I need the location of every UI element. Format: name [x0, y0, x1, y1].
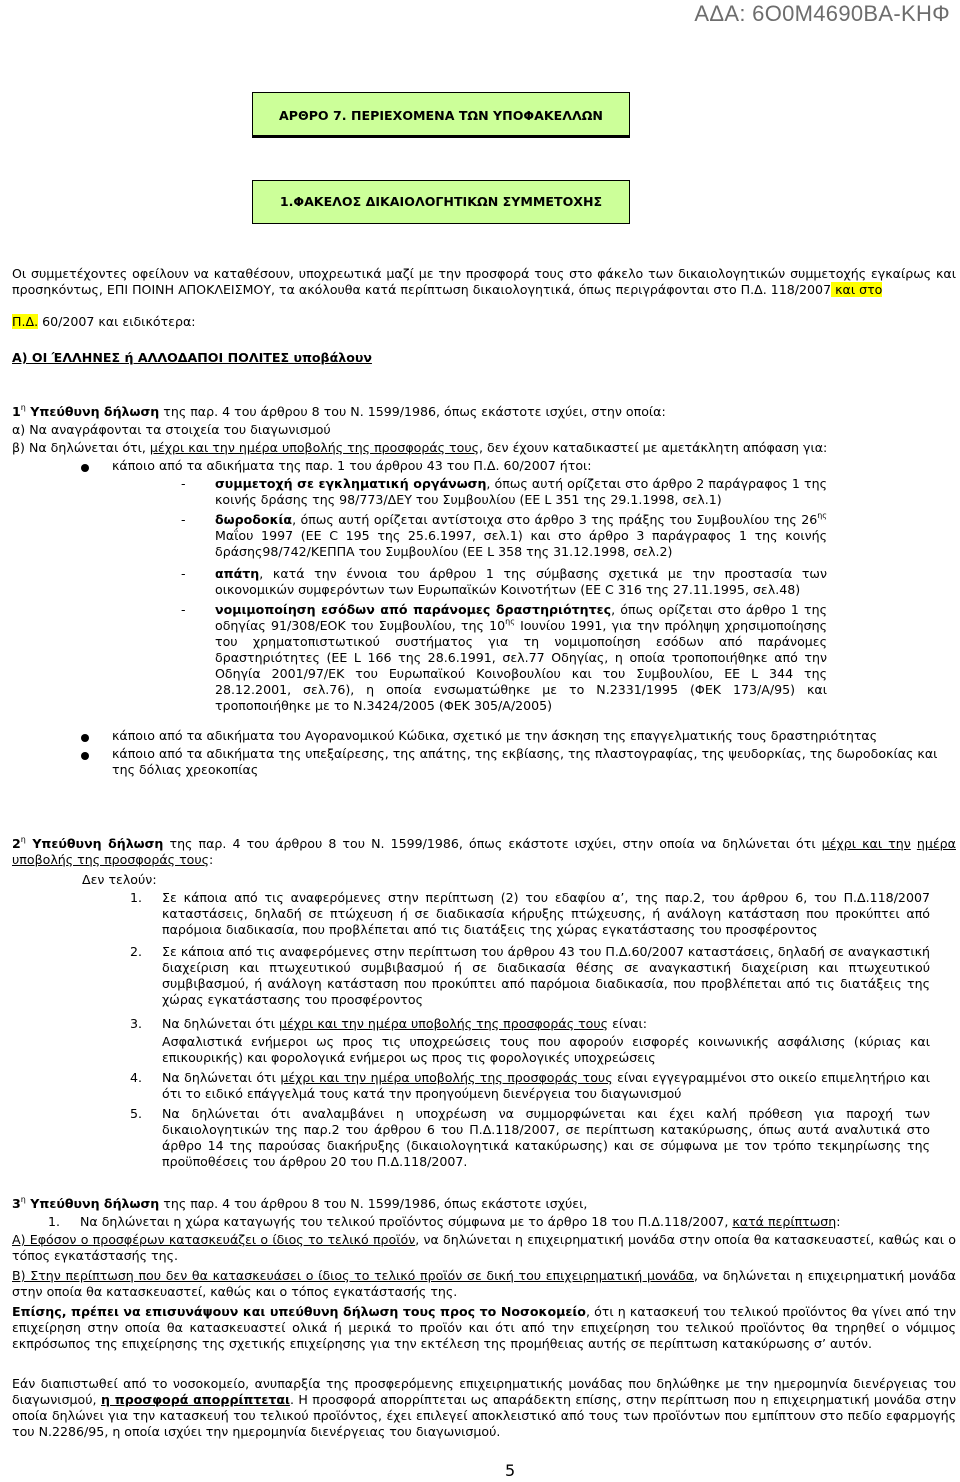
decl3-e-bold: Επίσης, πρέπει να επισυνάψουν και υπεύθυνη δήλωση τους προς το Νοσοκομείο [12, 1304, 586, 1319]
decl2-item4-num: 4. [130, 1070, 143, 1085]
dash-icon: - [181, 512, 186, 527]
decl1-b-underlined: μέχρι και την ημέρα υποβολής της προσφοράς τους [149, 440, 480, 455]
decl3-b [12, 1268, 956, 1300]
decl2-item4 [162, 1070, 930, 1102]
decl3-f-pre: Εάν διαπιστωθεί από το νοσοκομείο, ανυπαρξία της προσφερόμενης επιχειρηματικής μονάδας που δηλώθηκε με την ημερομηνία διενέργειας του διαγωνισμού, [12, 1376, 956, 1407]
decl2-item1: Σε κάποια από τις αναφερόμενες στην περίπτωση (2) του εδαφίου α’, της παρ.2, του άρθρου 6, του Π.Δ.118/2007 καταστάσεις, δηλαδή σε πτώχευση ή σε διαδικασία κήρυξης πτώχευσης, ή ανάλογη κατάσταση που προκύπτει από παρόμοια διαδικασία, που προβλέπεται από τις διατάξεις της χώρας εγκατάστασης του προσφέροντος [162, 890, 930, 937]
decl1-bullet1: κάποιο από τα αδικήματα της παρ. 1 του άρθρου 43 του Π.Δ. 60/2007 ήτοι: [112, 458, 592, 473]
sub3-text: , κατά την έννοια του άρθρου 1 της σύμβασης σχετικά με την προστασία των οικονομικών συμφερόντων των Ευρωπαϊκών Κοινοτήτων (ΕΕ C 316 της 27.11.1995, σελ.48) [215, 566, 827, 597]
decl2-u-line2: ημέρα υποβολής της προσφοράς τους [12, 836, 956, 867]
item3-pre: Να δηλώνεται ότι [162, 1016, 279, 1031]
sub2-sup: ης [817, 511, 827, 520]
sub4-b: Ιουνίου 1991, για την πρόληψη χρησιμοποίησης του χρηματοπιστωτικού συστήματος για τη νομιμοποίηση εσόδων από παράνομες δραστηριότητες (ΕΕ L 166 της 28.6.1991, σελ.77 Οδηγίας, η οποία τροποποιήθηκε από την Οδηγία 2001/97/ΕΚ του Ευρωπαϊκού Κοινοβουλίου και του Συμβουλίου, ΕΕ L 344 της 28.12.2001, σελ.76), η οποία ενσωματώθηκε με το Ν.2331/1995 (ΦΕΚ 173/Α/95) και τροποποιήθηκε με το Ν.3424/2005 (ΦΕΚ 305/Α/2005) [215, 618, 827, 713]
decl3-f-rest: . Η προσφορά απορρίπτεται ως απαράδεκτη επίσης, στην περίπτωση που η επιχειρηματική μονάδα στην οποία δηλώνει για την κατασκευή του τελικού προϊόντος, έχει επιλεγεί αποκλειστικό από τους των προϊόντων που εμπίπτουν στο πεδίο εφαρμογής του Ν.2286/95, η οποία ισχύει την ημερομηνία διενέργειας του διαγωνισμού. [12, 1392, 956, 1439]
decl3-b-u: Β) Στην περίπτωση που δεν θα κατασκευάσει ο ίδιος το τελικό προϊόν σε δική του επιχειρηματική μονάδα [12, 1268, 695, 1283]
dash-icon: - [181, 566, 186, 581]
decl3-num: 3 [12, 1196, 21, 1211]
decl3-rest: της παρ. 4 του άρθρου 8 του Ν. 1599/1986, όπως εκάστοτε ισχύει, [163, 1196, 588, 1211]
decl2-heading [12, 836, 956, 868]
decl1-sub3 [215, 566, 827, 598]
item4-u: μέχρι και την ημέρα υποβολής της προσφοράς τους [280, 1070, 613, 1085]
decl3-a-u: Α) Εφόσον ο προσφέρων κατασκευάζει ο ίδιος το τελικό προϊόν [12, 1232, 416, 1247]
decl2-item3 [162, 1016, 930, 1032]
section-a-title [12, 350, 956, 366]
decl3-item1-u: κατά περίπτωση [732, 1214, 837, 1229]
decl3-heading [12, 1196, 956, 1212]
decl2-item5: Να δηλώνεται ότι αναλαμβάνει η υποχρέωση να συμμορφώνεται και έχει καλή πρόθεση για παροχή των δικαιολογητικών της παρ.2 του άρθρου 6 του Π.Δ.118/2007, σε περίπτωση κατακύρωσης, όπως αυτά αναλυτικά στο άρθρο 14 της παρούσας διακήρυξης (δικαιολογητικά κατακύρωσης) και σε σύμφωνα με τον τρόπο τεκμηρίωσης της προϋποθέσεις του άρθρου 20 του Π.Δ.118/2007. [162, 1106, 930, 1169]
decl1-sub1 [215, 476, 827, 508]
decl3-e-rest: , ότι η κατασκευή του τελικού προϊόντος θα γίνει από την επιχείρηση στην οποία θα κατασκευαστεί ολικά ή μερικά το προϊόν και ότι από την επιχείρηση του τελικού προϊόντος θα τηρηθεί ο νόμιμος εκπρόσωπος της επιχείρησης της σχετικής επιχείρησης για την εκτέλεση της προμήθειας αυτής σε περίπτωση κατακύρωσης σ’ αυτόν. [12, 1304, 956, 1351]
sub2-b: Μαΐου 1997 (ΕΕ C 195 της 25.6.1997, σελ.1) και στο άρθρο 3 παράγραφος 1 της κοινής δράσης98/742/ΚΕΠΠΑ του Συμβουλίου (ΕΕ L 358 της 31.12.1998, σελ.2) [215, 528, 827, 559]
sub3-bold: απάτη [215, 566, 260, 581]
bullet-icon [81, 752, 89, 760]
decl3-a-rest: , να δηλώνεται η επιχειρηματική μονάδα στην οποία θα κατασκευαστεί, καθώς και ο τόπος εγκατάστασής της. [12, 1232, 956, 1263]
section-a-text: Α) ΟΙ ΈΛΛΗΝΕΣ ή ΑΛΛΟΔΑΠΟΙ ΠΟΛΙΤΕΣ υποβάλουν [12, 350, 372, 365]
decl2-item2-num: 2. [130, 944, 143, 959]
decl3-f-u: η προσφορά απορρίπτεται [100, 1392, 290, 1407]
decl3-item1-num: 1. [48, 1214, 61, 1229]
decl2-sup: η [20, 835, 26, 844]
decl1-sub2 [215, 512, 827, 560]
decl1-b-post: , δεν έχουν καταδικαστεί με αμετάκλητη απόφαση για: [479, 440, 828, 455]
sub2-a: , όπως αυτή ορίζεται αντίστοιχα στο άρθρο 3 της πράξης του Συμβουλίου της 26 [292, 512, 818, 527]
decl2-after-u: : [209, 852, 214, 867]
bullet-icon [81, 464, 89, 472]
decl3-f [12, 1376, 956, 1440]
sub2-bold: δωροδοκία [215, 512, 293, 527]
sub4-a: , όπως ορίζεται στο άρθρο 1 της οδηγίας 91/308/ΕΟΚ του Συμβουλίου, της 10 [215, 602, 827, 633]
decl1-num: 1 [12, 404, 21, 419]
decl1-sub4 [215, 602, 827, 714]
decl3-bold: Υπεύθυνη δήλωση [30, 1196, 160, 1211]
intro-line-pd60 [12, 314, 956, 330]
decl1-b-pre: β) Να δηλώνεται ότι, [12, 440, 150, 455]
article-title-text: ΑΡΘΡΟ 7. ΠΕΡΙΕΧΟΜΕΝΑ ΤΩΝ ΥΠΟΦΑΚΕΛΛΩΝ [279, 108, 603, 123]
intro-highlight: και στο [831, 282, 883, 297]
decl2-num: 2 [12, 836, 21, 851]
decl2-item3-text2: Ασφαλιστικά ενήμεροι ως προς τις υποχρεώσεις τους που αφορούν εισφορές κοινωνικής ασφάλισης (κύριας και επικουρικής) και φορολογικά ενήμεροι ως προς τις φορολογικές υποχρεώσεις [162, 1034, 930, 1065]
decl3-item1 [80, 1214, 950, 1230]
decl2-bold: Υπεύθυνη δήλωση [32, 836, 164, 851]
decl3-sup: η [20, 1195, 26, 1204]
decl2-u-end: μέχρι και την [821, 836, 911, 851]
decl2-item1-num: 1. [130, 890, 143, 905]
item3-u: μέχρι και την ημέρα υποβολής της προσφοράς τους [278, 1016, 609, 1031]
decl1-b [12, 440, 956, 456]
decl3-b-rest: , να δηλώνεται η επιχειρηματική μονάδα στην οποία θα κατασκευαστεί, καθώς και ο τόπος εγκατάστασής της. [12, 1268, 956, 1299]
sub1-bold: συμμετοχή σε εγκληματική οργάνωση [215, 476, 487, 491]
page-number: 5 [505, 1461, 516, 1480]
bullet-icon [81, 734, 89, 742]
envelope-title [252, 180, 630, 224]
sub4-bold: νομιμοποίηση εσόδων από παράνομες δραστηριότητες [215, 602, 612, 617]
decl1-bullet3: κάποιο από τα αδικήματα της υπεξαίρεσης, της απάτης, της εκβίασης, της πλαστογραφίας, της ψευδορκίας, της δωροδοκίας και της δόλιας χρεοκοπίας [112, 746, 938, 777]
item4-pre: Να δηλώνεται ότι [162, 1070, 281, 1085]
decl1-bullet2: κάποιο από τα αδικήματα του Αγορανομικού Κώδικα, σχετικό με την άσκηση της επαγγελματικής τους δραστηριότητας [112, 728, 878, 743]
decl1-sup: η [20, 403, 26, 412]
article-title [252, 92, 630, 138]
dash-icon: - [181, 476, 186, 491]
decl1-bold: Υπεύθυνη δήλωση [30, 404, 160, 419]
intro-text: Οι συμμετέχοντες οφείλουν να καταθέσουν, υποχρεωτικά μαζί με την προσφορά τους στο φάκελο των δικαιολογητικών συμμετοχής εγκαίρως και προσηκόντως, ΕΠΙ ΠΟΙΝΗ ΑΠΟΚΛΕΙΣΜΟΥ, τα ακόλουθα κατά περίπτωση δικαιολογητικά, όπως περιγράφονται στο Π.Δ. 118/2007 [12, 266, 956, 297]
intro-pd60-highlight: Π.Δ. [12, 314, 39, 329]
dash-icon: - [181, 602, 186, 617]
ada-code: ΑΔΑ: 6Ο0Μ4690ΒΑ-ΚΗΦ [694, 1, 950, 26]
intro-pd60-rest: 60/2007 και ειδικότερα: [38, 314, 196, 329]
decl2-den: Δεν τελούν: [82, 872, 157, 887]
envelope-title-text: 1.ΦΑΚΕΛΟΣ ΔΙΚΑΙΟΛΟΓΗΤΙΚΩΝ ΣΥΜΜΕΤΟΧΗΣ [279, 194, 603, 209]
intro-paragraph [12, 266, 956, 298]
decl2-item3-num: 3. [130, 1016, 143, 1031]
item3-post: είναι: [608, 1016, 647, 1031]
sub1-text: , όπως αυτή ορίζεται στο άρθρο 2 παράγραφος 1 της κοινής δράσης της 98/773/ΔΕΥ του Συμβουλίου (ΕΕ L 351 της 29.1.1998, σελ.1) [215, 476, 827, 507]
decl2-item5-num: 5. [130, 1106, 143, 1121]
decl1-rest: της παρ. 4 του άρθρου 8 του Ν. 1599/1986, όπως εκάστοτε ισχύει, στην οποία: [163, 404, 666, 419]
sub4-sup: ης [505, 617, 515, 626]
decl2-item2: Σε κάποια από τις αναφερόμενες στην περίπτωση του άρθρου 43 του Π.Δ.60/2007 καταστάσεις, δηλαδή σε αναγκαστική διαχείριση και πτωχευτικού συμβιβασμού ή σε διαδικασία θέσης σε αναγκαστική διαχείριση και πτωχευτικού συμβιβασμού, ή ανάλογη κατάσταση που προκύπτει από παρόμοια διαδικασία, που προβλέπεται από τις διατάξεις της χώρας εγκατάστασης του προσφέροντος [162, 944, 930, 1007]
decl3-a [12, 1232, 956, 1264]
decl3-item1-post: : [836, 1214, 841, 1229]
decl3-e [12, 1304, 956, 1352]
decl1-heading [12, 404, 956, 420]
decl1-a: α) Να αναγράφονται τα στοιχεία του διαγωνισμού [12, 422, 331, 437]
decl2-rest: της παρ. 4 του άρθρου 8 του Ν. 1599/1986, όπως εκάστοτε ισχύει, στην οποία να δηλώνεται ότι [169, 836, 822, 851]
item4-post: είναι εγγεγραμμένοι στο οικείο επιμελητήριο και ότι το ειδικό επάγγελμά τους κατά την προηγούμενη διενέργεια του διαγωνισμού [162, 1070, 930, 1101]
decl3-item1-pre: Να δηλώνεται η χώρα καταγωγής του τελικού προϊόντος σύμφωνα με το άρθρο 18 του Π.Δ.118/2007, [80, 1214, 733, 1229]
